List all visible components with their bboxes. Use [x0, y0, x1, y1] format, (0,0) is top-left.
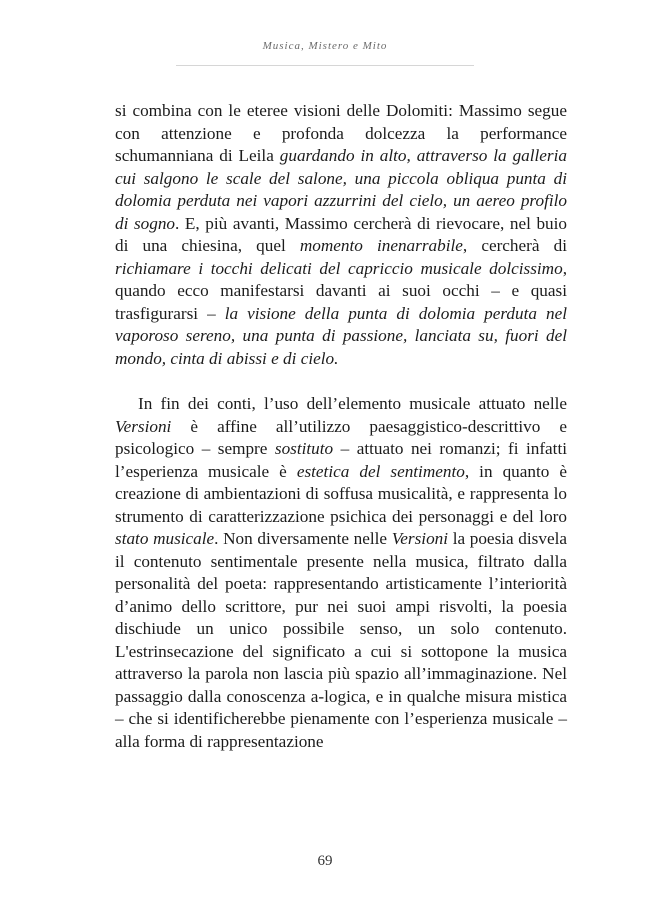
text-run-italic: sostituto [274, 439, 334, 458]
text-run: è affine all’utilizzo paesaggistico-descrittivo e psicologico – sempre [115, 416, 567, 458]
text-run: , quando ecco manifestarsi davanti ai suoi occhi – e quasi trasfigurarsi – [115, 258, 567, 323]
text-run: si combina con le eteree visioni delle Dolomiti: Massimo segue con attenzione e profonda dolcezza la performance schumanniana di Leila [115, 101, 567, 165]
text-run-italic: Versioni [115, 416, 172, 436]
page-number: 69 [317, 853, 333, 869]
paragraph-1 [115, 100, 567, 370]
body-text [115, 100, 567, 753]
text-run-italic: guardando in alto, attraverso la galleria cui salgono le scale del salone, una piccola obliqua punta di dolomia perduta nei vapori azzurrini del cielo, un aereo profilo di sogno [115, 146, 567, 233]
text-run: . E, più avanti, Massimo cercherà di rievocare, nel buio di una chiesina, quel [115, 213, 568, 255]
text-run: In fin dei conti, l’uso dell’elemento musicale attuato nelle [138, 394, 567, 413]
text-run-italic: Versioni [391, 529, 449, 548]
text-run: la poesia disvela il contenuto sentimentale presente nella musica, filtrato dalla personalità del poeta: rappresentando artisticamente l’interiorità d’animo dello scrittore, pur nei suoi ampi risvolti, la poesia dischiude un unico possibile senso, un solo contenuto. L'estrinsecazione del significato a cui si sottopone la musica attraverso la parola non lascia più spazio all’immaginazione. Nel passaggio dalla conoscenza a-logica, e in qualche misura mistica – che si identificherebbe pienamente con l’esperienza musicale – alla forma di rappresentazione [115, 529, 567, 751]
running-header: Musica, Mistero e Mito [262, 40, 388, 52]
text-run-italic: momento inenarrabile [299, 236, 463, 255]
paragraph-2 [115, 393, 567, 753]
text-run-italic: richiamare i tocchi delicati del capriccio musicale dolcissimo [115, 258, 563, 278]
text-run: . Non diversamente nelle [214, 529, 392, 548]
text-run: , in quanto è creazione di ambientazioni di soffusa musicalità, e rappresenta lo strumento di caratterizzazione psichica dei personaggi e del loro [115, 461, 567, 526]
text-run: – attuato nei romanzi; fi infatti l’esperienza musicale è [115, 439, 567, 481]
text-run: , cercherà di [462, 236, 567, 255]
text-run-italic: la visione della punta di dolomia perduta nel vaporoso sereno, una punta di passione, lanciata su, fuori del mondo, cinta di abissi e di cielo. [115, 303, 568, 368]
header-rule [176, 65, 474, 66]
text-run-italic: estetica del sentimento [296, 461, 465, 481]
text-run-italic: stato musicale [115, 529, 215, 548]
